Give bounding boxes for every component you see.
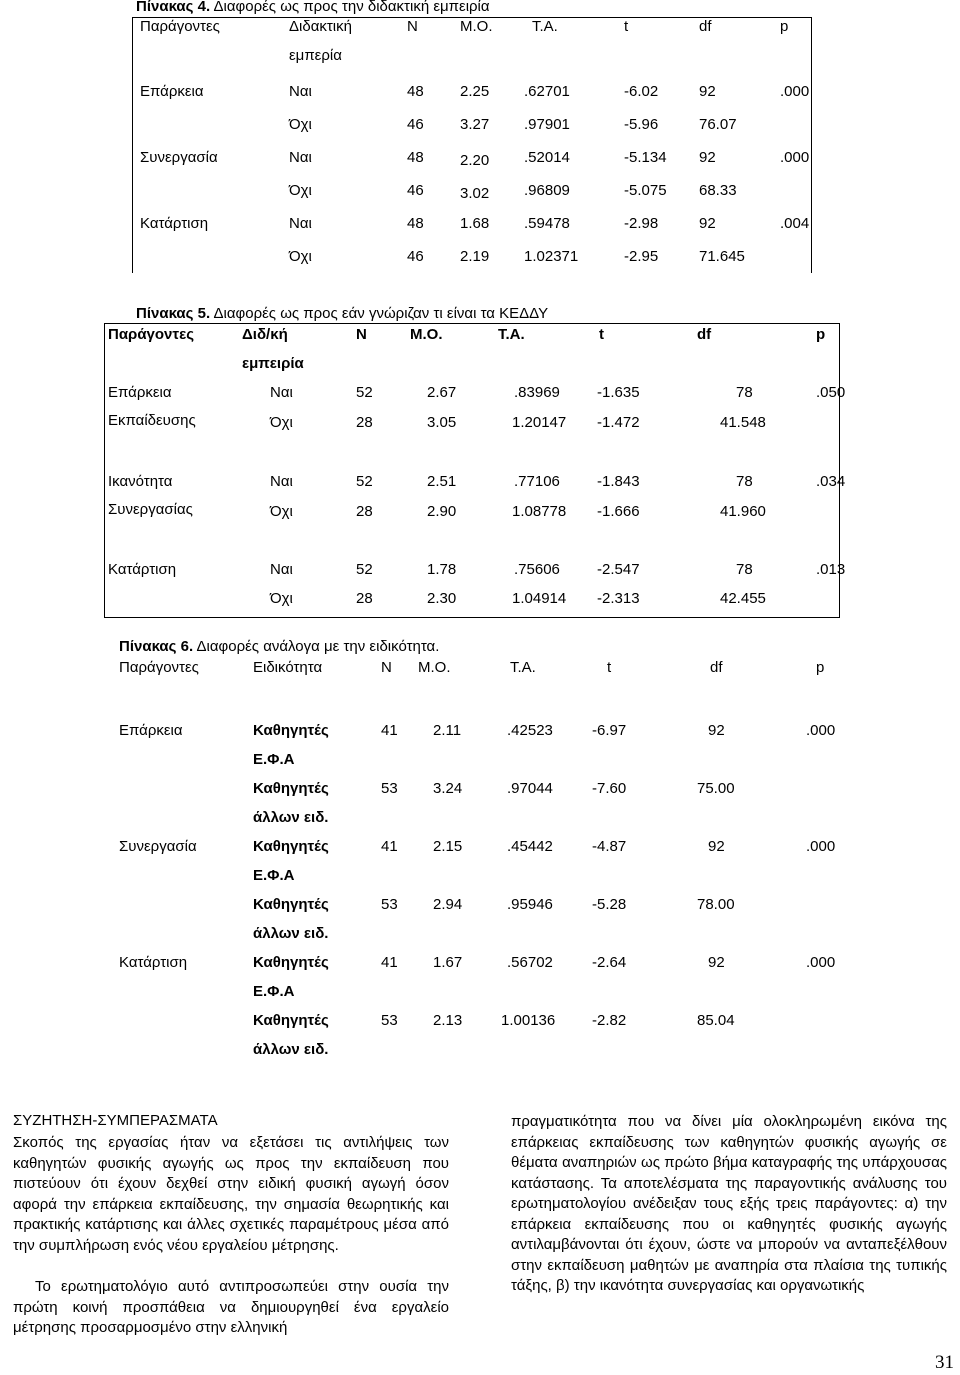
ta-cell: .77106 xyxy=(514,473,560,490)
table6-header-ta: T.A. xyxy=(510,659,536,676)
left-paragraph-1: Σκοπός της εργασίας ήταν να εξετάσει τις αντιλήψεις των καθηγητών φυσικής αγωγής ως προς την εκπαίδευση που πιστεύουν ότι έχουν δεχθεί στην ειδική φυσική αγωγή όσον αφορά την επάρκεια εκπαίδευσης, την σημασία θεωρητικής και πρακτικής κατάρτισης και άλλες σχετικές παραμέτρους μέσα από την συμπλήρωση ενός νέου εργαλείου μέτρησης. xyxy=(13,1134,449,1254)
ta-cell: 1.08778 xyxy=(512,503,567,520)
table4-caption-label: Πίνακας 4. xyxy=(136,0,211,15)
ta-cell: .97901 xyxy=(524,116,570,133)
df-cell: 78.00 xyxy=(697,896,735,913)
table4-header-group: Διδακτική xyxy=(289,18,352,35)
df-cell: 71.645 xyxy=(699,248,745,265)
mo-cell: 2.25 xyxy=(460,83,490,100)
t-cell: -6.97 xyxy=(592,722,627,739)
group-cell: Καθηγητές xyxy=(253,954,329,971)
table6-caption xyxy=(119,638,439,655)
t-cell: -7.60 xyxy=(592,780,627,797)
table5-header-df: df xyxy=(697,326,712,343)
t-cell: -2.64 xyxy=(592,954,627,971)
ta-cell: 1.00136 xyxy=(501,1012,556,1029)
group-cell: Ναι xyxy=(289,149,312,166)
n-cell: 28 xyxy=(356,503,373,520)
table4-header-group-2: εμπερία xyxy=(289,47,342,64)
ta-cell: .96809 xyxy=(524,182,570,199)
table5-header-factor: Παράγοντες xyxy=(108,326,195,343)
ta-cell: .52014 xyxy=(524,149,570,166)
p-cell: .013 xyxy=(816,561,846,578)
mo-cell: 3.02 xyxy=(460,185,490,202)
mo-cell: 2.90 xyxy=(427,503,457,520)
p-cell: .000 xyxy=(806,954,836,971)
t-cell: -4.87 xyxy=(592,838,627,855)
group-cell: Καθηγητές xyxy=(253,838,329,855)
group-cell: Καθηγητές xyxy=(253,722,329,739)
group-cell: Όχι xyxy=(289,248,312,265)
table5-caption-text: Διαφορές ως προς εάν γνώριζαν τι είναι τα ΚΕΔΔΥ xyxy=(213,305,549,322)
n-cell: 48 xyxy=(407,215,424,232)
table4-right-border xyxy=(811,17,812,273)
factor-cell: Κατάρτιση xyxy=(108,561,177,578)
ta-cell: 1.20147 xyxy=(512,414,567,431)
mo-cell: 1.68 xyxy=(460,215,490,232)
factor-cell: Επάρκεια xyxy=(140,83,204,100)
table6-header-p: p xyxy=(816,659,825,676)
mo-cell: 2.94 xyxy=(433,896,463,913)
ta-cell: .97044 xyxy=(507,780,553,797)
mo-cell: 2.67 xyxy=(427,384,457,401)
factor-cell: Ικανότητα xyxy=(108,473,173,490)
table6-header-mo: M.O. xyxy=(418,659,451,676)
table4-left-border xyxy=(132,17,133,273)
table5-header-group-2: εμπειρία xyxy=(242,355,304,372)
group-cell-2: Ε.Φ.Α xyxy=(253,983,295,1000)
ta-cell: .59478 xyxy=(524,215,570,232)
table4-caption-text: Διαφορές ως προς την διδακτική εμπειρία xyxy=(213,0,490,15)
t-cell: -2.98 xyxy=(624,215,659,232)
n-cell: 46 xyxy=(407,116,424,133)
group-cell: Ναι xyxy=(270,384,293,401)
n-cell: 52 xyxy=(356,473,373,490)
group-cell: Όχι xyxy=(270,503,293,520)
mo-cell: 1.67 xyxy=(433,954,463,971)
table6-header-t: t xyxy=(607,659,612,676)
table4-header-n: N xyxy=(407,18,418,35)
mo-cell: 2.11 xyxy=(433,722,462,739)
p-cell: .000 xyxy=(780,149,810,166)
mo-cell: 2.13 xyxy=(433,1012,463,1029)
n-cell: 52 xyxy=(356,384,373,401)
n-cell: 48 xyxy=(407,149,424,166)
df-cell: 78 xyxy=(736,561,753,578)
table5-caption xyxy=(136,305,548,322)
group-cell: Καθηγητές xyxy=(253,896,329,913)
t-cell: -2.82 xyxy=(592,1012,627,1029)
table6-header-factor: Παράγοντες xyxy=(119,659,199,676)
group-cell: Όχι xyxy=(289,116,312,133)
ta-cell: .95946 xyxy=(507,896,553,913)
n-cell: 28 xyxy=(356,414,373,431)
mo-cell: 2.19 xyxy=(460,248,490,265)
table5-left-border xyxy=(104,323,105,618)
table4-header-t: t xyxy=(624,18,629,35)
n-cell: 53 xyxy=(381,1012,398,1029)
df-cell: 92 xyxy=(699,149,716,166)
df-cell: 92 xyxy=(708,722,725,739)
table4-header-df: df xyxy=(699,18,712,35)
ta-cell: .42523 xyxy=(507,722,553,739)
p-cell: .000 xyxy=(780,83,810,100)
group-cell-2: Ε.Φ.Α xyxy=(253,751,295,768)
table5-header-group: Διδ/κή xyxy=(242,326,288,343)
group-cell: Ναι xyxy=(289,215,312,232)
mo-cell: 2.15 xyxy=(433,838,463,855)
t-cell: -5.96 xyxy=(624,116,659,133)
ta-cell: 1.04914 xyxy=(512,590,567,607)
n-cell: 53 xyxy=(381,896,398,913)
factor-cell: Συνεργασία xyxy=(140,149,218,166)
ta-cell: .75606 xyxy=(514,561,560,578)
factor-cell: Επάρκεια xyxy=(108,384,172,401)
table5-header-n: N xyxy=(356,326,367,343)
table5-top-rule xyxy=(104,323,840,324)
table6-caption-label: Πίνακας 6. xyxy=(119,638,194,655)
df-cell: 41.960 xyxy=(720,503,766,520)
group-cell: Όχι xyxy=(270,590,293,607)
p-cell: .000 xyxy=(806,838,836,855)
t-cell: -5.28 xyxy=(592,896,627,913)
t-cell: -5.134 xyxy=(624,149,667,166)
table5-header-t: t xyxy=(599,326,604,343)
ta-cell: .62701 xyxy=(524,83,570,100)
df-cell: 92 xyxy=(699,215,716,232)
right-paragraph-1: πραγματικότητα που να δίνει μία ολοκληρωμένη εικόνα της επάρκειας εκπαίδευσης των καθηγητών φυσικής αγωγής σε θέματα αναπηριών ως πρώτο βήμα καταγραφής της υπάρχουσας κατάστασης. Τα αποτελέσματα της παραγοντικής ανάλυσης του ερωτηματολογίου ανέδειξαν τους εξής τρεις παράγοντες: α) την επάρκεια εκπαίδευσης που οι καθηγητές φυσικής αγωγής αντιλαμβάνονται ότι έχουν, ώστε να μπορούν να ανταπεξέλθουν στην εκπαίδευση μαθητών με αναπηρία στα πλαίσια της τυπικής τάξης, β) την ικανότητα συνεργασίας και οργανωτικής xyxy=(511,1113,947,1294)
table6-header-group: Ειδικότητα xyxy=(253,659,323,676)
df-cell: 76.07 xyxy=(699,116,737,133)
group-cell: Ναι xyxy=(270,561,293,578)
p-cell: .050 xyxy=(816,384,846,401)
table4-header-ta: T.A. xyxy=(532,18,558,35)
group-cell: Ναι xyxy=(289,83,312,100)
n-cell: 52 xyxy=(356,561,373,578)
table5-caption-label: Πίνακας 5. xyxy=(136,305,211,322)
df-cell: 78 xyxy=(736,384,753,401)
df-cell: 78 xyxy=(736,473,753,490)
mo-cell: 3.27 xyxy=(460,116,490,133)
df-cell: 41.548 xyxy=(720,414,766,431)
table5-bottom-rule xyxy=(104,617,840,618)
table6-header-df: df xyxy=(710,659,723,676)
t-cell: -2.95 xyxy=(624,248,659,265)
t-cell: -1.843 xyxy=(597,473,640,490)
n-cell: 41 xyxy=(381,838,398,855)
t-cell: -2.547 xyxy=(597,561,640,578)
group-cell-2: άλλων ειδ. xyxy=(253,809,329,826)
left-paragraph-2: Το ερωτηματολόγιο αυτό αντιπροσωπεύει στην ουσία την πρώτη κοινή προσπάθεια να δημιουργηθεί ένα εργαλείο μέτρησης προσαρμοσμένο στην ελληνική xyxy=(13,1278,449,1336)
n-cell: 41 xyxy=(381,722,398,739)
n-cell: 53 xyxy=(381,780,398,797)
mo-cell: 1.78 xyxy=(427,561,457,578)
t-cell: -6.02 xyxy=(624,83,659,100)
n-cell: 28 xyxy=(356,590,373,607)
group-cell: Καθηγητές xyxy=(253,780,329,797)
group-cell-2: Ε.Φ.Α xyxy=(253,867,295,884)
page-number: 31 xyxy=(935,1352,954,1373)
ta-cell: 1.02371 xyxy=(524,248,579,265)
ta-cell: .56702 xyxy=(507,954,553,971)
group-cell: Ναι xyxy=(270,473,293,490)
table6-header-n: N xyxy=(381,659,392,676)
factor-cell: Εκπαίδευσης xyxy=(108,412,196,429)
table5-header-ta: T.A. xyxy=(498,326,525,343)
n-cell: 41 xyxy=(381,954,398,971)
group-cell-2: άλλων ειδ. xyxy=(253,1041,329,1058)
section-heading: ΣΥΖΗΤΗΣΗ-ΣΥΜΠΕΡΑΣΜΑΤΑ xyxy=(13,1112,218,1129)
table6-caption-text: Διαφορές ανάλογα με την ειδικότητα. xyxy=(196,638,440,655)
factor-cell: Κατάρτιση xyxy=(119,954,188,971)
df-cell: 92 xyxy=(699,83,716,100)
ta-cell: .83969 xyxy=(514,384,560,401)
factor-cell: Συνεργασία xyxy=(119,838,197,855)
df-cell: 85.04 xyxy=(697,1012,735,1029)
n-cell: 46 xyxy=(407,182,424,199)
table5-header-mo: M.O. xyxy=(410,326,443,343)
p-cell: .004 xyxy=(780,215,810,232)
group-cell: Όχι xyxy=(270,414,293,431)
df-cell: 75.00 xyxy=(697,780,735,797)
table4-header-mo: M.O. xyxy=(460,18,493,35)
df-cell: 92 xyxy=(708,954,725,971)
p-cell: .034 xyxy=(816,473,846,490)
factor-cell: Κατάρτιση xyxy=(140,215,209,232)
ta-cell: .45442 xyxy=(507,838,553,855)
group-cell: Όχι xyxy=(289,182,312,199)
n-cell: 46 xyxy=(407,248,424,265)
df-cell: 92 xyxy=(708,838,725,855)
mo-cell: 2.20 xyxy=(460,152,490,169)
group-cell: Καθηγητές xyxy=(253,1012,329,1029)
df-cell: 42.455 xyxy=(720,590,766,607)
df-cell: 68.33 xyxy=(699,182,737,199)
table4-header-p: p xyxy=(780,18,789,35)
factor-cell: Συνεργασίας xyxy=(108,501,193,518)
table5-header-p: p xyxy=(816,326,826,343)
group-cell-2: άλλων ειδ. xyxy=(253,925,329,942)
mo-cell: 3.05 xyxy=(427,414,457,431)
t-cell: -1.472 xyxy=(597,414,640,431)
mo-cell: 2.51 xyxy=(427,473,457,490)
t-cell: -5.075 xyxy=(624,182,667,199)
t-cell: -1.666 xyxy=(597,503,640,520)
mo-cell: 2.30 xyxy=(427,590,457,607)
table4-caption xyxy=(136,0,490,15)
factor-cell: Επάρκεια xyxy=(119,722,183,739)
t-cell: -2.313 xyxy=(597,590,640,607)
p-cell: .000 xyxy=(806,722,836,739)
table4-header-factor: Παράγοντες xyxy=(140,18,220,35)
mo-cell: 3.24 xyxy=(433,780,463,797)
n-cell: 48 xyxy=(407,83,424,100)
t-cell: -1.635 xyxy=(597,384,640,401)
